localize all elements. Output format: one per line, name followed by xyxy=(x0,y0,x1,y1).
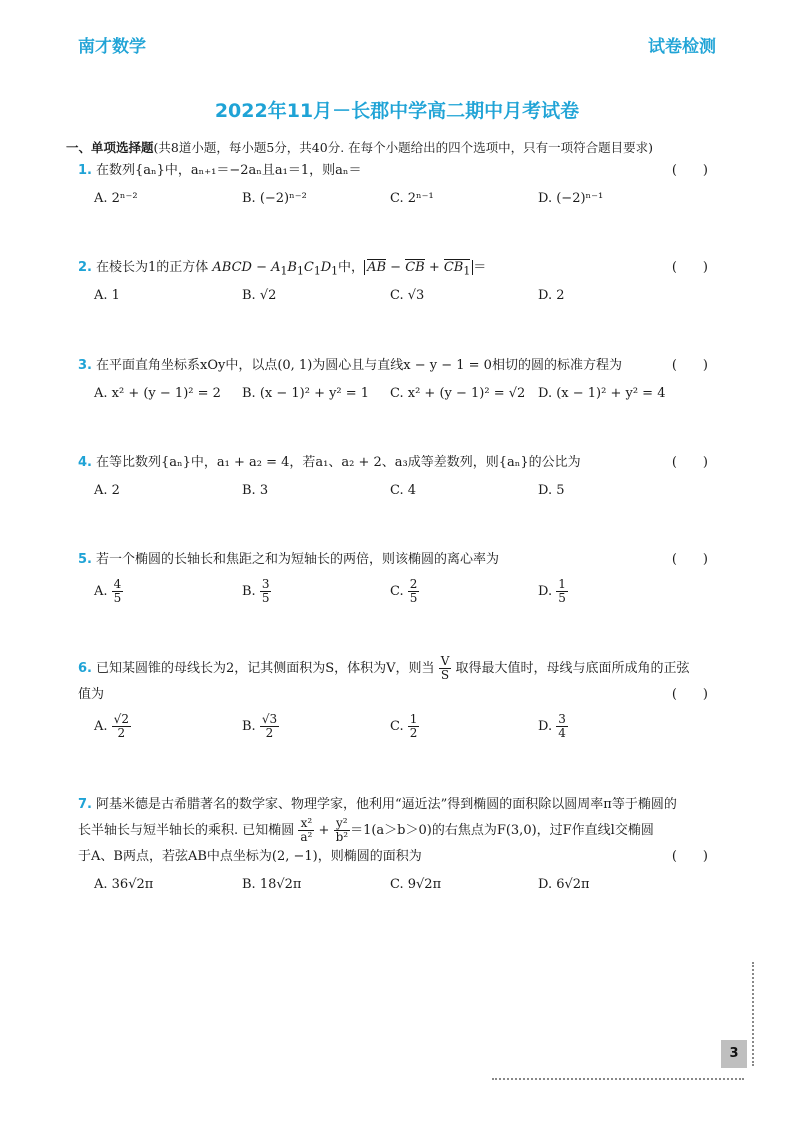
option-b: B. $\frac{3}{5}$ xyxy=(242,577,270,605)
page-number: 3 xyxy=(721,1040,747,1068)
section-header xyxy=(66,138,746,156)
question-number: 6. xyxy=(78,661,92,676)
question-text-a: 已知某圆锥的母线长为2，记其侧面积为S，体积为V，则当 xyxy=(95,661,435,676)
answer-blank: ( ) xyxy=(671,849,708,864)
option-c: C. √3 xyxy=(390,288,425,303)
answer-blank: ( ) xyxy=(671,687,708,702)
question-line-2b: ＝1(a＞b＞0)的右焦点为F(3,0)，过F作直线l交椭圆 xyxy=(350,823,654,838)
question-4 xyxy=(78,452,708,504)
option-d: D. 5 xyxy=(538,483,565,498)
option-a: A. 2ⁿ⁻² xyxy=(94,191,138,206)
option-d: D. $\frac{1}{5}$ xyxy=(538,577,566,605)
option-c: C. 2ⁿ⁻¹ xyxy=(390,191,434,206)
option-d: D. 2 xyxy=(538,288,565,303)
option-b: B. $\frac{√3}{2}$ xyxy=(242,712,278,740)
question-7 xyxy=(78,794,708,898)
ellipse-x-term: $\frac{\text{x²}}{\text{a²}}$ xyxy=(300,816,313,844)
question-text-b: 中， xyxy=(338,260,365,275)
question-number: 5. xyxy=(78,552,92,567)
vector-expression: AB − CB + $CB_1$ xyxy=(364,260,473,275)
question-text-a: 在棱长为1的正方体 xyxy=(95,260,209,275)
cube-name: ABCD xyxy=(212,260,252,275)
option-b: B. √2 xyxy=(242,288,277,303)
question-1 xyxy=(78,160,708,212)
answer-blank: ( ) xyxy=(671,455,708,470)
option-a: A. 2 xyxy=(94,483,120,498)
question-text-b: 取得最大值时，母线与底面所成角的正弦 xyxy=(455,661,690,676)
question-line-2a: 长半轴长与短半轴长的乘积. 已知椭圆 xyxy=(78,823,295,838)
option-d: D. $\frac{3}{4}$ xyxy=(538,712,566,740)
option-b: B. (x − 1)² + y² = 1 xyxy=(242,386,370,401)
answer-blank: ( ) xyxy=(671,260,708,275)
question-line-1: 阿基米德是古希腊著名的数学家、物理学家，他利用“逼近法”得到椭圆的面积除以圆周率π等于椭圆的 xyxy=(95,797,677,812)
question-text: 在数列{aₙ}中，aₙ₊₁＝−2aₙ且a₁＝1，则aₙ＝ xyxy=(95,163,362,178)
option-a: A. $\frac{4}{5}$ xyxy=(94,577,122,605)
option-a: A. $\frac{√2}{2}$ xyxy=(94,712,129,740)
option-c: C. x² + (y − 1)² = √2 xyxy=(390,386,526,401)
question-number: 1. xyxy=(78,163,92,178)
ellipse-y-term: $\frac{\text{y²}}{\text{b²}}$ xyxy=(335,816,349,844)
question-3 xyxy=(78,355,708,407)
answer-blank: ( ) xyxy=(671,163,708,178)
option-b: B. (−2)ⁿ⁻² xyxy=(242,191,307,206)
question-text: 在等比数列{aₙ}中，a₁ + a₂ = 4，若a₁、a₂ + 2、a₃成等差数列，则{aₙ}的公比为 xyxy=(95,455,581,470)
option-b: B. 18√2π xyxy=(242,877,302,892)
option-c: C. 4 xyxy=(390,483,417,498)
question-5 xyxy=(78,549,708,609)
option-a: A. 36√2π xyxy=(94,877,154,892)
option-d: D. (−2)ⁿ⁻¹ xyxy=(538,191,604,206)
dotted-border-vertical xyxy=(752,962,754,1066)
question-6 xyxy=(78,654,708,744)
option-a: A. x² + (y − 1)² = 2 xyxy=(94,386,221,401)
option-c: C. $\frac{2}{5}$ xyxy=(390,577,418,605)
plus-sign: + xyxy=(318,823,330,838)
option-b: B. 3 xyxy=(242,483,269,498)
question-text-c: ＝ xyxy=(473,260,487,275)
question-text: 在平面直角坐标系xOy中，以点(0, 1)为圆心且与直线x − y − 1 = 0相切的圆的标准方程为 xyxy=(95,358,622,373)
question-2: 2. 在棱长为1的正方体 ABCD − $A_1B_1C_1D_1$中， AB − CB + $CB_1$ ＝ ( ) A. 1 B. √2 C. √3 D. 2 xyxy=(78,257,708,309)
question-number: 3. xyxy=(78,358,92,373)
answer-blank: ( ) xyxy=(671,358,708,373)
option-a: A. 1 xyxy=(94,288,120,303)
question-line-3: 于A、B两点，若弦AB中点坐标为(2, −1)，则椭圆的面积为 xyxy=(78,849,422,864)
option-d: D. (x − 1)² + y² = 4 xyxy=(538,386,666,401)
dotted-border-horizontal xyxy=(492,1078,744,1080)
question-number: 4. xyxy=(78,455,92,470)
option-d: D. 6√2π xyxy=(538,877,590,892)
option-c: C. $\frac{1}{2}$ xyxy=(390,712,418,740)
option-c: C. 9√2π xyxy=(390,877,442,892)
question-text-c: 值为 xyxy=(78,687,105,702)
brand-right: 试卷检测 xyxy=(648,37,716,57)
exam-title: 2022年11月－长郡中学高二期中月考试卷 xyxy=(214,100,580,122)
brand-left: 南才数学 xyxy=(78,37,146,57)
answer-blank: ( ) xyxy=(671,552,708,567)
question-number: 2. xyxy=(78,260,92,275)
ratio-fraction: $\frac{V}{S}$ xyxy=(440,654,450,682)
question-number: 7. xyxy=(78,797,92,812)
section-desc: (共8道小题，每小题5分，共40分. 在每个小题给出的四个选项中，只有一项符合题目要求) xyxy=(153,140,654,155)
question-text: 若一个椭圆的长轴长和焦距之和为短轴长的两倍，则该椭圆的离心率为 xyxy=(95,552,499,567)
section-label: 一、单项选择题 xyxy=(66,140,154,155)
